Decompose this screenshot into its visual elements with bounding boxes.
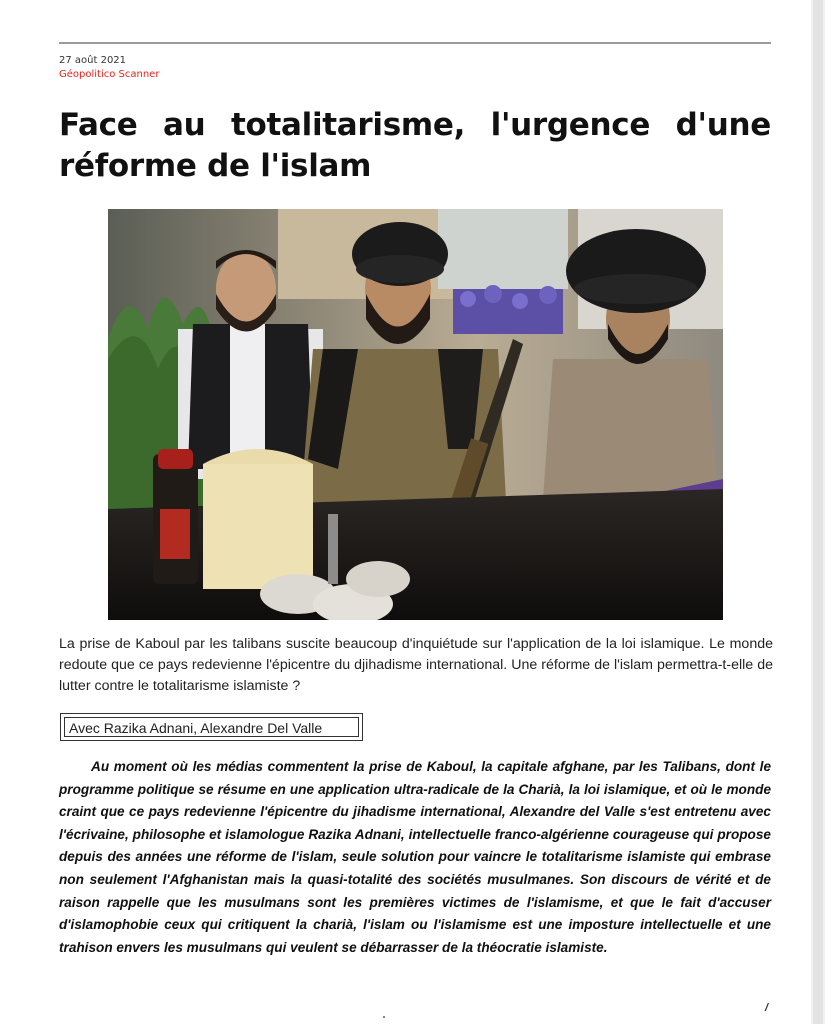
article-intro: Au moment où les médias commentent la prise de Kaboul, la capitale afghane, par les Talibans, dont le programme politique se résume en une application ultra-radicale de la Charià, la loi islamique, et où le monde craint que ce pays redevienne l'épicentre du jihadisme international, Alexandre del Valle s'est entretenu avec l'écrivaine, philosophe et islamologue Razika Adnani, intellectuelle franco-algérienne courageuse qui propose depuis des années une réforme de l'islam, seule solution pour vaincre le totalitarisme islamiste qui embrase non seulement l'Afghanistan mais la quasi-totalité des sociétés musulmanes. Son discours de vérité et de raison rappelle que les musulmans sont les premières victimes de l'islamisme, et que le fait d'accuser d'islamophobie ceux qui critiquent la charià, l'islam ou l'islamisme est une imposture intellectuelle et une trahison envers les musulmans qui veulent se débarrasser de la théocratie islamiste. bbox=[59, 759, 771, 955]
article-title: Face au totalitarisme, l'urgence d'une réforme de l'islam bbox=[59, 107, 771, 184]
scrollbar-thumb[interactable] bbox=[813, 0, 823, 1024]
article-date: 27 août 2021 bbox=[59, 55, 127, 66]
byline-box bbox=[60, 713, 363, 741]
page-mark: / bbox=[765, 1002, 769, 1014]
header-rule bbox=[59, 42, 771, 44]
byline-text: Avec Razika Adnani, Alexandre Del Valle bbox=[64, 717, 359, 737]
scrollbar-track[interactable] bbox=[811, 0, 825, 1024]
article-source: Géopolitico Scanner bbox=[59, 69, 160, 80]
footer-dot bbox=[383, 1016, 385, 1018]
article-photo bbox=[108, 209, 723, 620]
article-lede: La prise de Kaboul par les talibans suscite beaucoup d'inquiétude sur l'application de la loi islamique. Le monde redoute que ce pays redevienne l'épicentre du djihadisme international. Une réforme de l'islam permettra-t-elle de lutter contre le totalitarisme islamiste ? bbox=[59, 636, 773, 694]
